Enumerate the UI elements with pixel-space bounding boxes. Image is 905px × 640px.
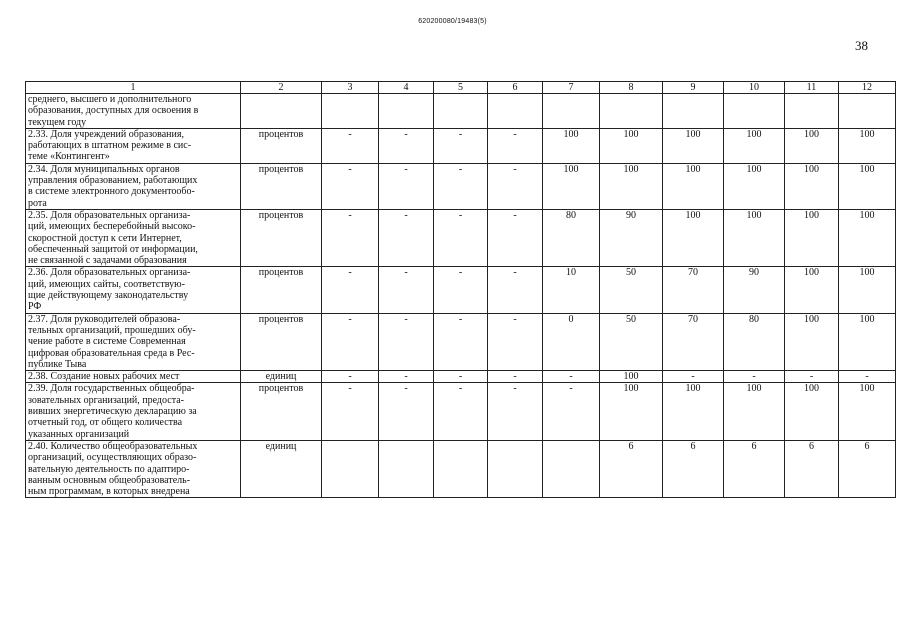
value-cell	[839, 94, 896, 129]
value-cell	[379, 94, 434, 129]
column-header: 4	[379, 82, 434, 94]
column-header: 7	[543, 82, 600, 94]
value-cell	[543, 440, 600, 497]
description-line: публике Тыва	[28, 358, 87, 370]
description-line: 2.40. Количество общеобразовательных	[28, 440, 198, 452]
value-cell: 100	[663, 128, 724, 163]
description-line: работающих в штатном режиме в сис-	[28, 140, 192, 152]
value-cell: 100	[839, 267, 896, 313]
column-header: 10	[724, 82, 785, 94]
value-cell: 6	[663, 440, 724, 497]
unit-cell: процентов	[241, 267, 322, 313]
value-cell: -	[322, 209, 379, 266]
column-header: 1	[26, 82, 241, 94]
value-cell: -	[434, 209, 488, 266]
value-cell: 100	[785, 313, 839, 370]
value-cell: -	[434, 267, 488, 313]
value-cell: -	[488, 128, 543, 163]
value-cell: 0	[543, 313, 600, 370]
value-cell: 100	[663, 209, 724, 266]
value-cell: 100	[785, 209, 839, 266]
description-line: управления образованием, работающих	[28, 175, 198, 187]
value-cell: 80	[543, 209, 600, 266]
value-cell	[724, 94, 785, 129]
value-cell: -	[434, 313, 488, 370]
description-line: среднего, высшего и дополнительного	[28, 94, 192, 105]
value-cell: -	[322, 313, 379, 370]
value-cell: 100	[785, 128, 839, 163]
value-cell: -	[543, 383, 600, 440]
value-cell: -	[322, 383, 379, 440]
description-line: скоростной доступ к сети Интернет,	[28, 232, 182, 244]
unit-cell: единиц	[241, 440, 322, 497]
value-cell	[322, 94, 379, 129]
description-line: вательную деятельность по адаптиро-	[28, 463, 190, 475]
unit-cell: процентов	[241, 128, 322, 163]
value-cell: 100	[785, 163, 839, 209]
value-cell: -	[434, 383, 488, 440]
unit-cell: процентов	[241, 383, 322, 440]
value-cell: 6	[785, 440, 839, 497]
value-cell: 50	[600, 267, 663, 313]
value-cell: 100	[600, 371, 663, 383]
description-line: 2.37. Доля руководителей образова-	[28, 313, 181, 325]
description-line: 2.36. Доля образовательных организа-	[28, 267, 191, 279]
indicator-description	[26, 209, 241, 266]
document-id: 620200080/19483(5)	[418, 18, 487, 25]
indicator-description	[26, 371, 241, 383]
value-cell: 90	[600, 209, 663, 266]
value-cell: -	[322, 371, 379, 383]
description-line: не связанной с задачами образования	[28, 255, 187, 267]
description-line: 2.35. Доля образовательных организа-	[28, 209, 191, 221]
unit-cell: единиц	[241, 371, 322, 383]
value-cell: 10	[543, 267, 600, 313]
table-row	[26, 313, 896, 370]
value-cell: 100	[724, 128, 785, 163]
indicator-description	[26, 94, 241, 129]
indicator-description	[26, 163, 241, 209]
value-cell: 100	[785, 383, 839, 440]
table-row	[26, 209, 896, 266]
description-line: теме «Контингент»	[28, 151, 110, 163]
value-cell: 100	[839, 209, 896, 266]
description-line: в системе электронного документообо-	[28, 186, 195, 198]
description-line: щие действующему законодательству	[28, 290, 189, 302]
unit-cell: процентов	[241, 209, 322, 266]
column-header: 12	[839, 82, 896, 94]
value-cell: 100	[543, 128, 600, 163]
value-cell	[543, 94, 600, 129]
page-number: 38	[855, 38, 868, 53]
table-row	[26, 267, 896, 313]
indicator-description	[26, 440, 241, 497]
value-cell: 90	[724, 267, 785, 313]
value-cell	[379, 440, 434, 497]
value-cell: 70	[663, 267, 724, 313]
table-row	[26, 128, 896, 163]
description-line: рота	[28, 197, 47, 209]
value-cell	[663, 94, 724, 129]
description-line: РФ	[28, 301, 42, 313]
description-line: текущем году	[28, 116, 87, 128]
description-line: 2.33. Доля учреждений образования,	[28, 128, 184, 140]
description-line: обеспеченный защитой от информации,	[28, 243, 198, 255]
value-cell: -	[434, 163, 488, 209]
description-line: 2.34. Доля муниципальных органов	[28, 163, 180, 175]
table-row	[26, 383, 896, 440]
value-cell: -	[379, 313, 434, 370]
value-cell: 100	[724, 163, 785, 209]
unit-cell	[241, 94, 322, 129]
value-cell: -	[488, 313, 543, 370]
description-line: чение работе в системе Современная	[28, 336, 186, 348]
description-line: образования, доступных для освоения в	[28, 105, 199, 117]
column-header: 9	[663, 82, 724, 94]
value-cell	[600, 94, 663, 129]
value-cell: 6	[600, 440, 663, 497]
value-cell	[434, 94, 488, 129]
table-row	[26, 371, 896, 383]
description-line: отчетный год, от общего количества	[28, 417, 183, 429]
column-header: 5	[434, 82, 488, 94]
value-cell: 100	[663, 163, 724, 209]
column-header: 6	[488, 82, 543, 94]
column-header: 2	[241, 82, 322, 94]
description-line: ций, имеющих сайты, соответствую-	[28, 278, 185, 290]
description-line: зовательных организаций, предоста-	[28, 394, 184, 406]
value-cell: -	[785, 371, 839, 383]
description-line: ванным основным общеобразователь-	[28, 474, 191, 486]
column-header: 3	[322, 82, 379, 94]
value-cell: -	[434, 371, 488, 383]
value-cell: -	[663, 371, 724, 383]
value-cell: 6	[724, 440, 785, 497]
column-header: 8	[600, 82, 663, 94]
value-cell: 100	[724, 209, 785, 266]
indicator-description	[26, 313, 241, 370]
value-cell: 100	[600, 163, 663, 209]
value-cell: -	[322, 128, 379, 163]
value-cell	[488, 440, 543, 497]
indicator-description	[26, 383, 241, 440]
value-cell: 100	[839, 128, 896, 163]
value-cell: 6	[839, 440, 896, 497]
description-line: вивших энергетическую декларацию за	[28, 406, 197, 418]
value-cell	[785, 94, 839, 129]
value-cell: -	[379, 128, 434, 163]
description-line: 2.38. Создание новых рабочих мест	[28, 371, 180, 383]
indicator-description	[26, 267, 241, 313]
description-line: тельных организаций, прошедших обу-	[28, 324, 196, 336]
value-cell: -	[434, 128, 488, 163]
value-cell: -	[488, 163, 543, 209]
value-cell: -	[488, 267, 543, 313]
value-cell: -	[379, 383, 434, 440]
table-row	[26, 94, 896, 129]
description-line: указанных организаций	[28, 428, 130, 440]
value-cell: -	[379, 163, 434, 209]
value-cell: -	[322, 163, 379, 209]
table-header-row	[26, 82, 896, 94]
value-cell: -	[724, 371, 785, 383]
indicator-description	[26, 128, 241, 163]
value-cell: 100	[839, 163, 896, 209]
value-cell: 100	[600, 128, 663, 163]
value-cell: -	[488, 383, 543, 440]
value-cell: 70	[663, 313, 724, 370]
value-cell: -	[488, 209, 543, 266]
value-cell: -	[839, 371, 896, 383]
column-header: 11	[785, 82, 839, 94]
value-cell: -	[379, 267, 434, 313]
value-cell: 80	[724, 313, 785, 370]
value-cell: -	[543, 371, 600, 383]
value-cell: -	[379, 209, 434, 266]
value-cell	[322, 440, 379, 497]
value-cell	[434, 440, 488, 497]
description-line: организаций, осуществляющих образо-	[28, 452, 197, 464]
value-cell: 100	[839, 383, 896, 440]
value-cell: -	[488, 371, 543, 383]
value-cell: 100	[600, 383, 663, 440]
value-cell	[488, 94, 543, 129]
description-line: 2.39. Доля государственных общеобра-	[28, 383, 195, 395]
value-cell: 100	[543, 163, 600, 209]
value-cell: 100	[724, 383, 785, 440]
unit-cell: процентов	[241, 313, 322, 370]
unit-cell: процентов	[241, 163, 322, 209]
table-row	[26, 163, 896, 209]
value-cell: 100	[663, 383, 724, 440]
value-cell: 100	[785, 267, 839, 313]
indicators-table	[25, 81, 896, 498]
value-cell: -	[322, 267, 379, 313]
table-row	[26, 440, 896, 497]
description-line: ций, имеющих бесперебойный высоко-	[28, 221, 196, 233]
value-cell: 100	[839, 313, 896, 370]
description-line: ным программам, в которых внедрена	[28, 486, 190, 498]
value-cell: -	[379, 371, 434, 383]
description-line: цифровая образовательная среда в Рес-	[28, 347, 195, 359]
value-cell: 50	[600, 313, 663, 370]
